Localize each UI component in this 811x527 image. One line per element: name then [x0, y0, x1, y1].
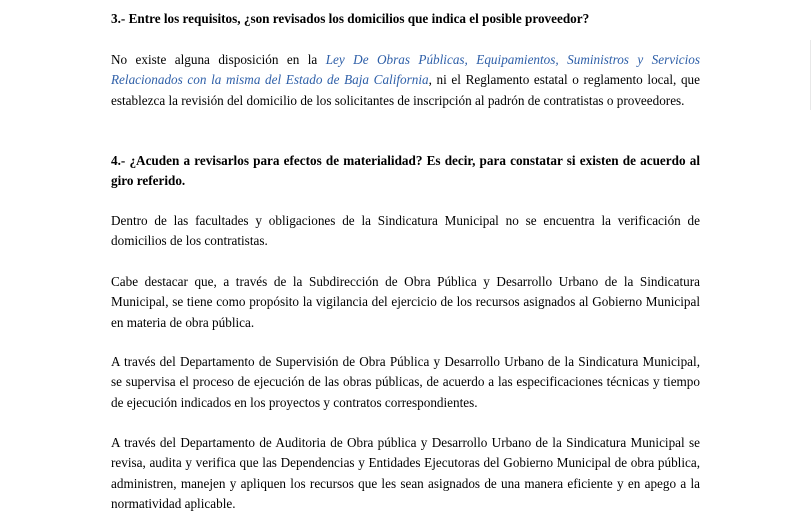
- question-4-paragraph: Dentro de las facultades y obligaciones de la Sindicatura Municipal no se encuentra la verificación de domicilios de los contratistas.: [111, 213, 700, 249]
- question-3-answer: [111, 50, 700, 111]
- question-4-paragraph: Cabe destacar que, a través de la Subdirección de Obra Pública y Desarrollo Urbano de la Sindicatura Municipal, se tiene como propósito la vigilancia del ejercicio de los recursos asignados al Gobierno Municipal en materia de obra pública.: [111, 274, 700, 330]
- question-4-heading: 4.- ¿Acuden a revisarlos para efectos de materialidad? Es decir, para constatar si existen de acuerdo al giro referido.: [111, 153, 700, 189]
- law-reference-link[interactable]: Ley De Obras Públicas, Equipamientos, Suministros y Servicios Relacionados con la misma del Estado de Baja California: [111, 52, 701, 88]
- answer-rest-text: , ni el Reglamento estatal o reglamento local, que establezca la revisión del domicilio de los solicitantes de inscripción al padrón de contratistas o proveedores.: [111, 72, 700, 108]
- answer-intro-text: No existe alguna disposición en la: [111, 52, 326, 67]
- question-4-paragraph: A través del Departamento de Auditoria de Obra pública y Desarrollo Urbano de la Sindicatura Municipal se revisa, audita y verifica que las Dependencias y Entidades Ejecutoras del Gobierno Municipal de obra pública, administren, manejen y apliquen los recursos que les sean asignados de una manera eficiente y en apego a la normatividad aplicable.: [111, 435, 700, 512]
- question-3-heading: 3.- Entre los requisitos, ¿son revisados los domicilios que indica el posible proveedor?: [111, 11, 590, 26]
- question-4-paragraph: A través del Departamento de Supervisión de Obra Pública y Desarrollo Urbano de la Sindicatura Municipal, se supervisa el proceso de ejecución de las obras públicas, de acuerdo a las especificaciones técnicas y tiempo de ejecución indicados en los proyectos y contratos correspondientes.: [111, 354, 700, 410]
